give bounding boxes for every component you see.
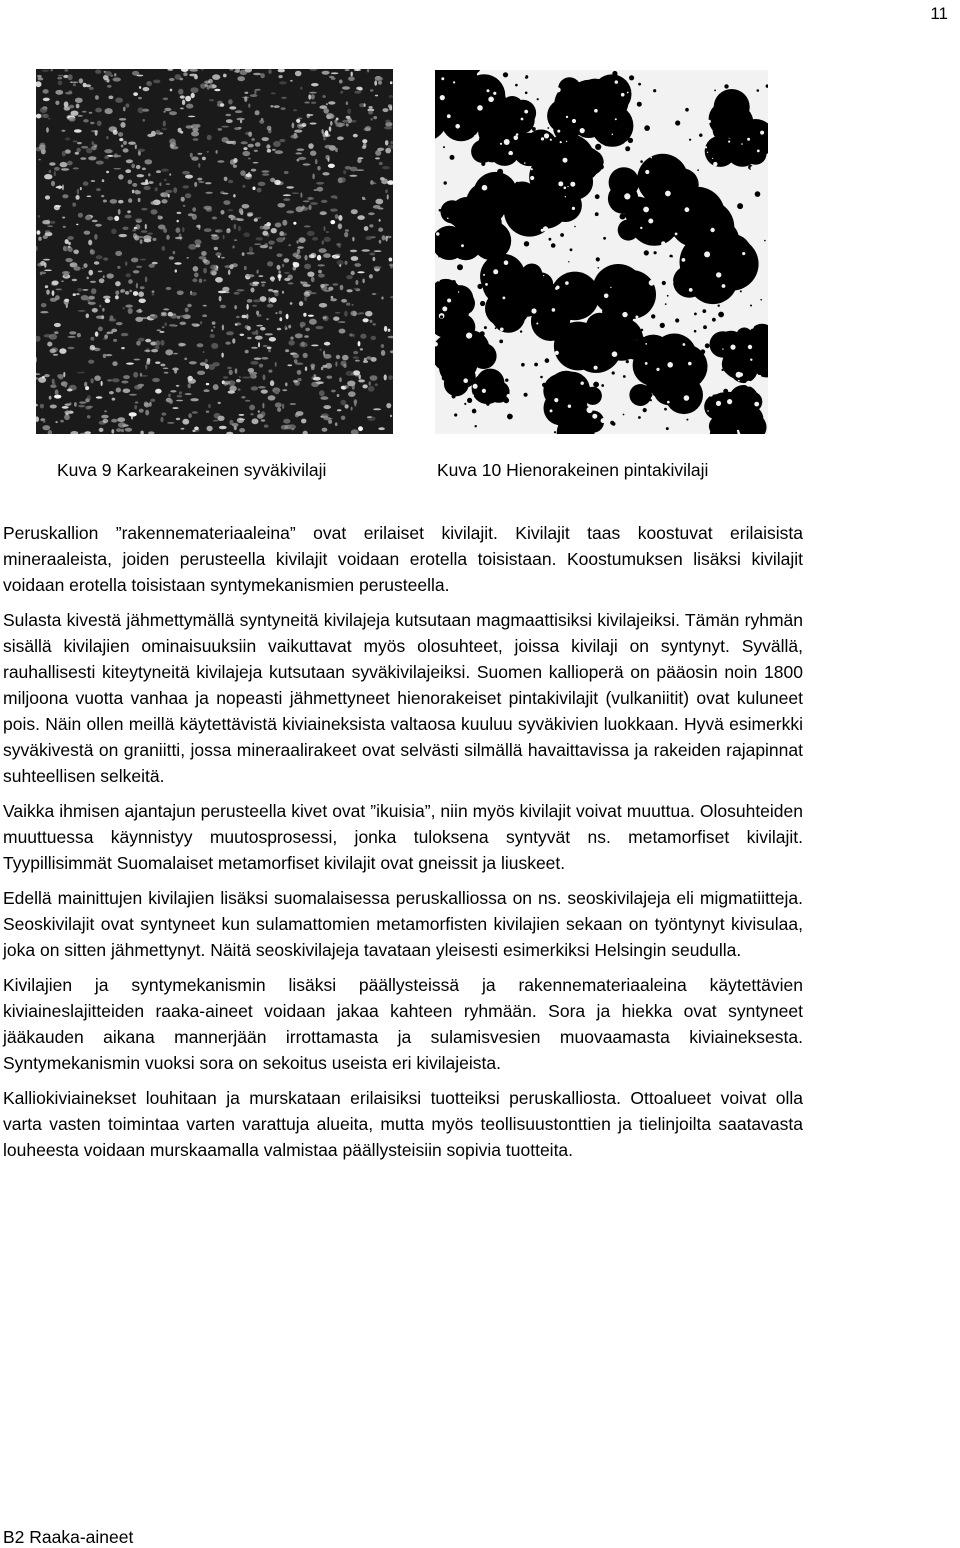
coarse-grained-rock-image [36, 69, 393, 434]
page-footer: B2 Raaka-aineet [3, 1527, 134, 1547]
body-text [3, 520, 803, 1172]
paragraph: Kalliokiviainekset louhitaan ja murskataan erilaisiksi tuotteiksi peruskalliosta. Ottoalueet voivat olla varta vasten toimintaa varten varattuja alueita, mutta myös teollisuustonttien ja tielinjoilta saatavasta louheesta voidaan murskaamalla valmistaa päällysteisiin sopivia tuotteita. [3, 1088, 803, 1160]
paragraph: Sulasta kivestä jähmettymällä syntyneitä kivilajeja kutsutaan magmaattisiksi kivilajeiksi. Tämän ryhmän sisällä kivilajien ominaisuuksiin vaikuttavat myös olosuhteet, joissa kivilaji on syntynyt. Syvällä, rauhallisesti kiteytyneitä kivilajeja kutsutaan syväkivilajeiksi. Suomen kallioperä on pääosin noin 1800 miljoona vuotta vanhaa ja nopeasti jähmettyneet hienorakeiset pintakivilajit (vulkaniitit) ovat kuluneet pois. Näin ollen meillä käytettävistä kiviaineksista valtaosa kuuluu syväkivien luokkaan. Hyvä esimerkki syväkivestä on graniitti, jossa mineraalirakeet ovat selvästi silmällä havaittavissa ja rakeiden rajapinnat suhteellisen selkeitä. [3, 610, 803, 786]
figure-10-caption: Kuva 10 Hienorakeinen pintakivilaji [437, 460, 709, 480]
figure-9-caption: Kuva 9 Karkearakeinen syväkivilaji [57, 460, 327, 480]
page-number: 11 [930, 4, 948, 23]
paragraph: Edellä mainittujen kivilajien lisäksi suomalaisessa peruskalliossa on ns. seoskivilajeja eli migmatiitteja. Seoskivilajit ovat syntyneet kun sulamattomien metamorfisten kivilajien sekaan on työntynyt kivisulaa, joka on sitten jähmettynyt. Näitä seoskivilajeja tavataan yleisesti esimerkiksi Helsingin seudulla. [3, 888, 803, 960]
fine-grained-rock-image [435, 70, 768, 434]
paragraph: Peruskallion ”rakennemateriaaleina” ovat erilaiset kivilajit. Kivilajit taas koostuvat erilaisista mineraaleista, joiden perusteella kivilajit voidaan erotella toisistaan. Koostumuksen lisäksi kivilajit voidaan erotella toisistaan syntymekanismien perusteella. [3, 523, 803, 595]
paragraph: Vaikka ihmisen ajantajun perusteella kivet ovat ”ikuisia”, niin myös kivilajit voivat muuttua. Olosuhteiden muuttuessa käynnistyy muutosprosessi, jonka tuloksena syntyvät ns. metamorfiset kivilajit. Tyypillisimmät Suomalaiset metamorfiset kivilajit ovat gneissit ja liuskeet. [3, 801, 803, 873]
paragraph: Kivilajien ja syntymekanismin lisäksi päällysteissä ja rakennemateriaaleina käytettävien kiviaineslajitteiden raaka-aineet voidaan jakaa kahteen ryhmään. Sora ja hiekka ovat syntyneet jääkauden aikana mannerjään irrottamasta ja sulamisvesien muovaamasta kiviaineksesta. Syntymekanismin vuoksi sora on sekoitus useista eri kivilajeista. [3, 975, 803, 1073]
